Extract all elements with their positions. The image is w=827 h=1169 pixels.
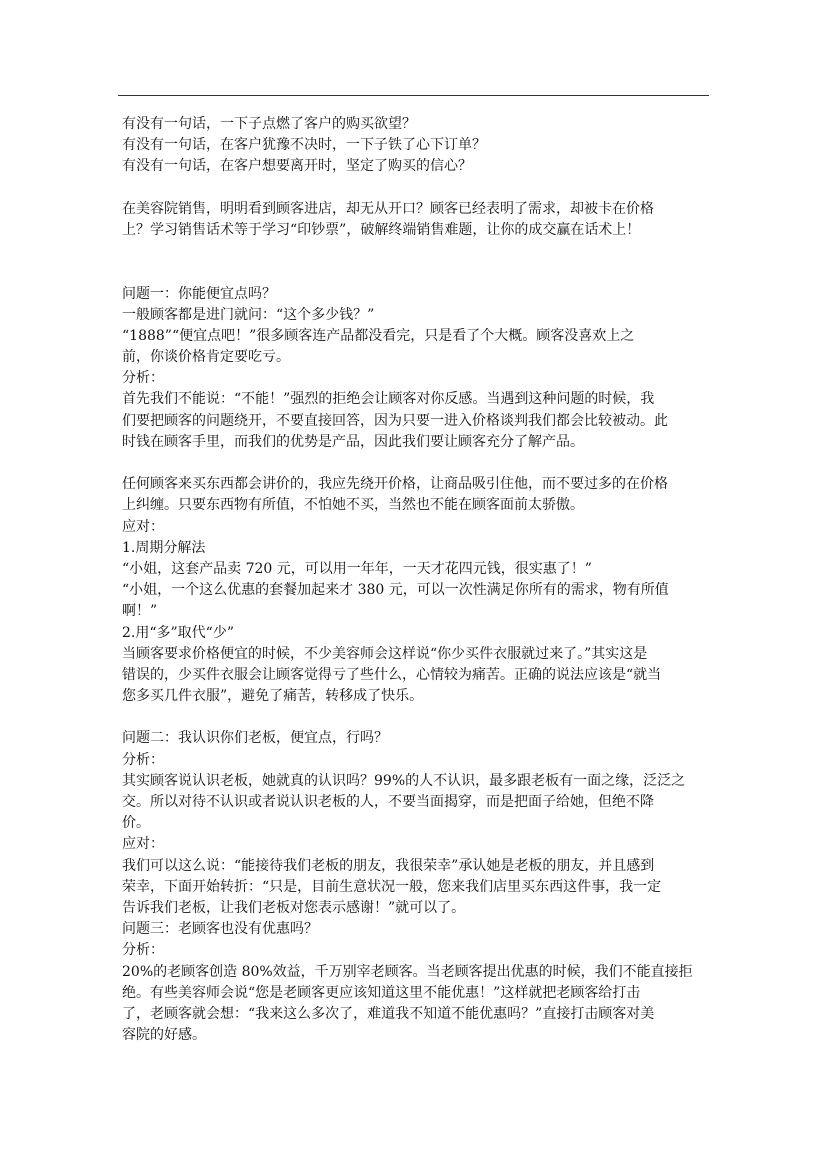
paragraph-line: 任何顾客来买东西都会讲价的，我应先绕开价格，让商品吸引住他，而不要过多的在价格 (122, 476, 668, 493)
question-one-title: 问题一：你能便宜点吗？ (122, 285, 276, 302)
intro-line: 有没有一句话，一下子点燃了客户的购买欲望？ (122, 116, 416, 132)
paragraph-line: 20%的老顾客创造 80%效益，千万别宰老顾客。当老顾客提出优惠的时候，我们不能直接拒 (122, 963, 693, 980)
paragraph-line: 啊！” (122, 603, 158, 620)
paragraph-line: 在美容院销售，明明看到顾客进店，却无从开口？顾客已经表明了需求，却被卡在价格 (122, 200, 654, 217)
header-rule (118, 95, 709, 96)
paragraph-line: 荣幸，下面开始转折：“只是，目前生意状况一般，您来我们店里买东西这件事，我一定 (122, 878, 662, 895)
question-three-section (122, 919, 710, 1046)
question-three-title: 问题三：老顾客也没有优惠吗？ (122, 921, 318, 938)
intro-questions (122, 114, 710, 178)
paragraph-line: 绝。有些美容师会说“您是老顾客更应该知道这里不能优惠！”这样就把老顾客给打击 (122, 984, 641, 1001)
paragraph-line: 时钱在顾客手里，而我们的优势是产品，因此我们要让顾客充分了解产品。 (122, 433, 584, 450)
paragraph-line: 当顾客要求价格便宜的时候，不少美容师会这样说“你少买件衣服就过来了。”其实这是 (122, 645, 648, 662)
paragraph-line: 您多买几件衣服”，避免了痛苦，转移成了快乐。 (122, 688, 424, 705)
paragraph-line: 交。所以对待不认识或者说认识老板的人，不要当面揭穿，而是把面子给她，但绝不降 (122, 794, 654, 811)
analysis-label: 分析： (122, 751, 164, 768)
question-two-section (122, 728, 710, 919)
paragraph-line: 上？学习销售话术等于学习“印钞票”，破解终端销售难题，让你的成交赢在话术上！ (122, 221, 641, 238)
paragraph-line: 前，你谈价格肯定要吃亏。 (122, 349, 290, 366)
method-title: 1.周期分解法 (122, 539, 206, 556)
analysis-label: 分析： (122, 370, 164, 387)
paragraph-line: “小姐，一个这么优惠的套餐加起来才 380 元，可以一次性满足你所有的需求，物有所值 (122, 582, 669, 599)
paragraph-line: 了，老顾客就会想：“我来这么多次了，难道我不知道不能优惠吗？”直接打击顾客对美 (122, 1005, 655, 1022)
intro-line: 有没有一句话，在客户想要离开时，坚定了购买的信心？ (122, 158, 472, 175)
paragraph-line: 容院的好感。 (122, 1027, 206, 1044)
paragraph-line: 错误的，少买件衣服会让顾客觉得亏了些什么，心情较为痛苦。正确的说法应该是“就当 (122, 666, 662, 683)
question-two-title: 问题二：我认识你们老板，便宜点，行吗？ (122, 730, 388, 747)
intro-paragraph (122, 199, 710, 241)
paragraph-line: 上纠缠。只要东西物有所值，不怕她不买，当然也不能在顾客面前太骄傲。 (122, 497, 584, 514)
paragraph-line: “小姐，这套产品卖 720 元，可以用一年年，一天才花四元钱，很实惠了！” (122, 560, 592, 577)
paragraph-line: 价。 (122, 815, 150, 832)
paragraph-line: “1888”“便宜点吧！”很多顾客连产品都没看完，只是看了个大概。顾客没喜欢上之 (122, 327, 635, 344)
analysis-label: 分析： (122, 942, 164, 959)
document-body (122, 114, 710, 1046)
intro-line: 有没有一句话，在客户犹豫不决时，一下子铁了心下订单？ (122, 137, 486, 154)
method-title: 2.用“多”取代“少” (122, 624, 234, 641)
response-label: 应对： (122, 518, 164, 535)
paragraph-line: 告诉我们老板，让我们老板对您表示感谢！”就可以了。 (122, 899, 466, 916)
paragraph-line: 我们可以这么说：“能接待我们老板的朋友，我很荣幸”承认她是老板的朋友，并且感到 (122, 857, 655, 874)
paragraph-line: 一般顾客都是进门就问：“这个多少钱？” (122, 306, 375, 323)
response-label: 应对： (122, 836, 164, 853)
paragraph-line: 首先我们不能说：“不能！”强烈的拒绝会让顾客对你反感。当遇到这种问题的时候，我 (122, 391, 655, 408)
paragraph-line: 其实顾客说认识老板，她就真的认识吗？99%的人不认识，最多跟老板有一面之缘，泛泛之 (122, 772, 686, 789)
question-one-section (122, 284, 710, 708)
paragraph-line: 们要把顾客的问题绕开，不要直接回答，因为只要一进入价格谈判我们都会比较被动。此 (122, 412, 668, 429)
